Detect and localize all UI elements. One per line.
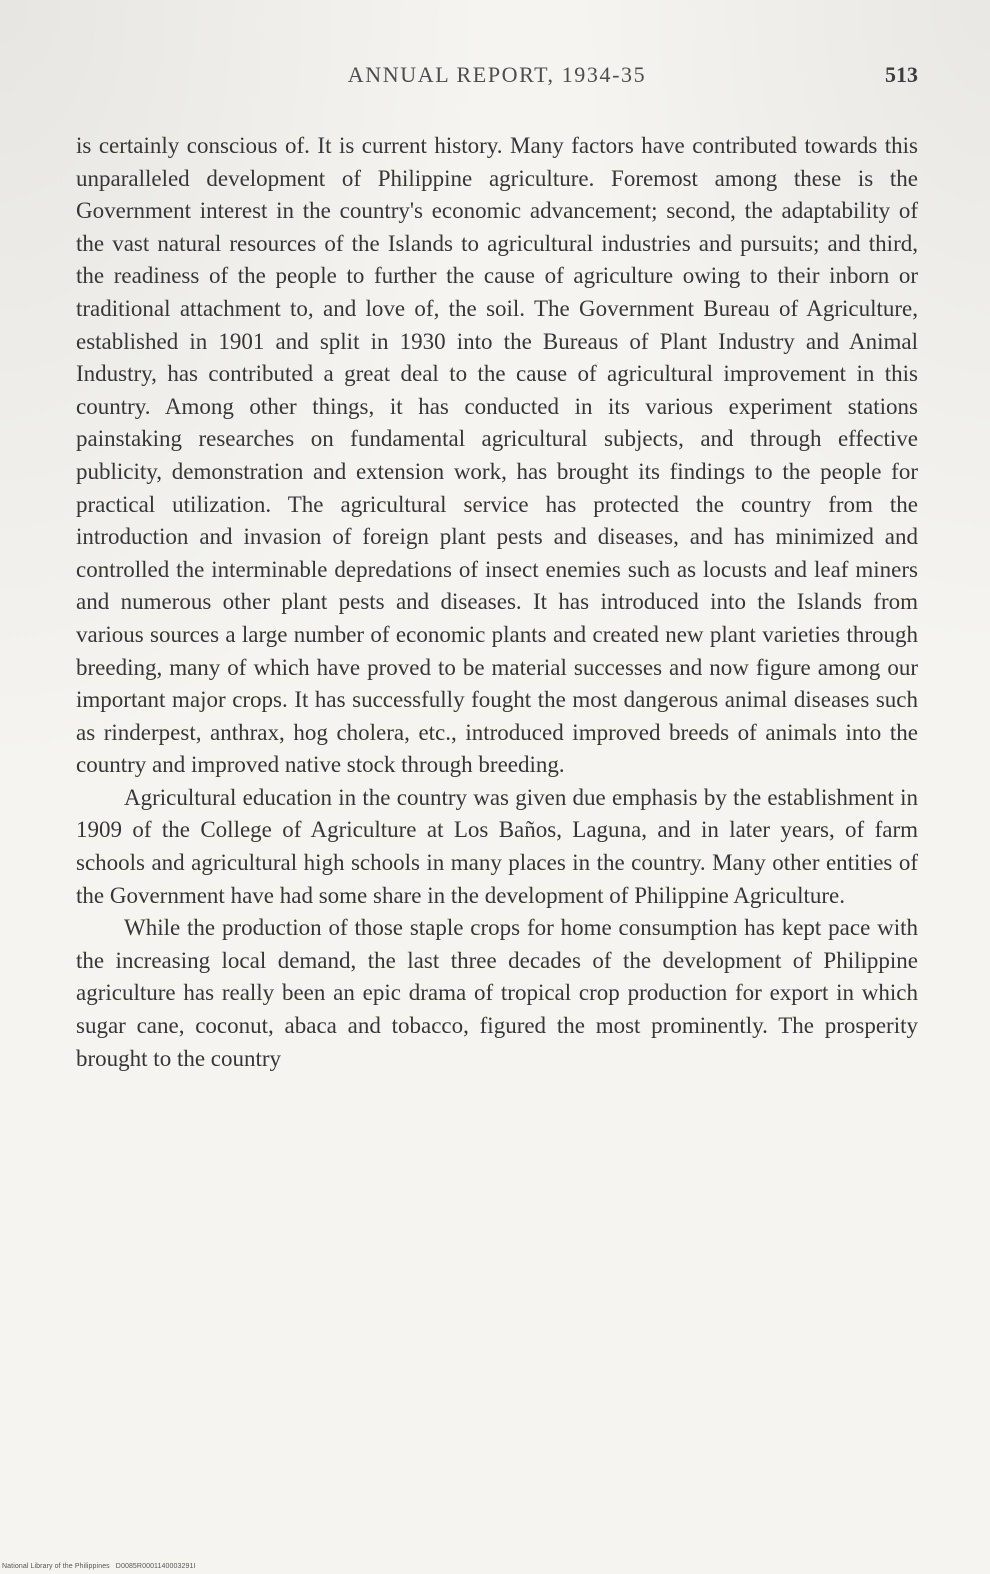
body-text (76, 130, 918, 1075)
library-name: National Library of the Philippines (2, 1563, 110, 1570)
page-header (76, 62, 918, 98)
paragraph-continuation: is certainly conscious of. It is current history. Many factors have contributed towards this unparalleled development of Philippine agriculture. Foremost among these is the Government interest in the country's economic advancement; second, the adaptability of the vast natural resources of the Islands to agricultural industries and pursuits; and third, the readiness of the people to further the cause of agriculture owing to their inborn or traditional attachment to, and love of, the soil. The Government Bureau of Agriculture, established in 1901 and split in 1930 into the Bureaus of Plant Industry and Animal Industry, has contributed a great deal to the cause of agricultural improvement in this country. Among other things, it has conducted in its various experiment stations painstaking researches on fundamental agricultural subjects, and through effective publicity, demonstration and extension work, has brought its findings to the people for practical utilization. The agricultural service has protected the country from the introduction and invasion of foreign plant pests and diseases, and has minimized and controlled the interminable depredations of insect enemies such as locusts and leaf miners and numerous other plant pests and diseases. It has introduced into the Islands from various sources a large number of economic plants and created new plant varieties through breeding, many of which have proved to be material successes and now figure among our important major crops. It has successfully fought the most dangerous animal diseases such as rinderpest, anthrax, hog cholera, etc., introduced improved breeds of animals into the country and improved native stock through breeding. (76, 133, 918, 778)
scan-footer (2, 1563, 196, 1570)
paragraph-agricultural-education: Agricultural education in the country was given due emphasis by the establishment in 1909 of the College of Agriculture at Los Baños, Laguna, and in later years, of farm schools and agricultural high schools in many places in the country. Many other entities of the Government have had some share in the development of Philippine Agriculture. (76, 784, 918, 908)
running-title: ANNUAL REPORT, 1934-35 (347, 62, 647, 87)
scan-identifier: D0085R0001140003291I (115, 1563, 196, 1570)
page-number: 513 (885, 62, 918, 87)
paragraph-export-production: While the production of those staple crops for home consumption has kept pace with the increasing local demand, the last three decades of the development of Philippine agriculture has really been an epic drama of tropical crop production for export in which sugar cane, coconut, abaca and tobacco, figured the most prominently. The prosperity brought to the country (76, 915, 918, 1071)
